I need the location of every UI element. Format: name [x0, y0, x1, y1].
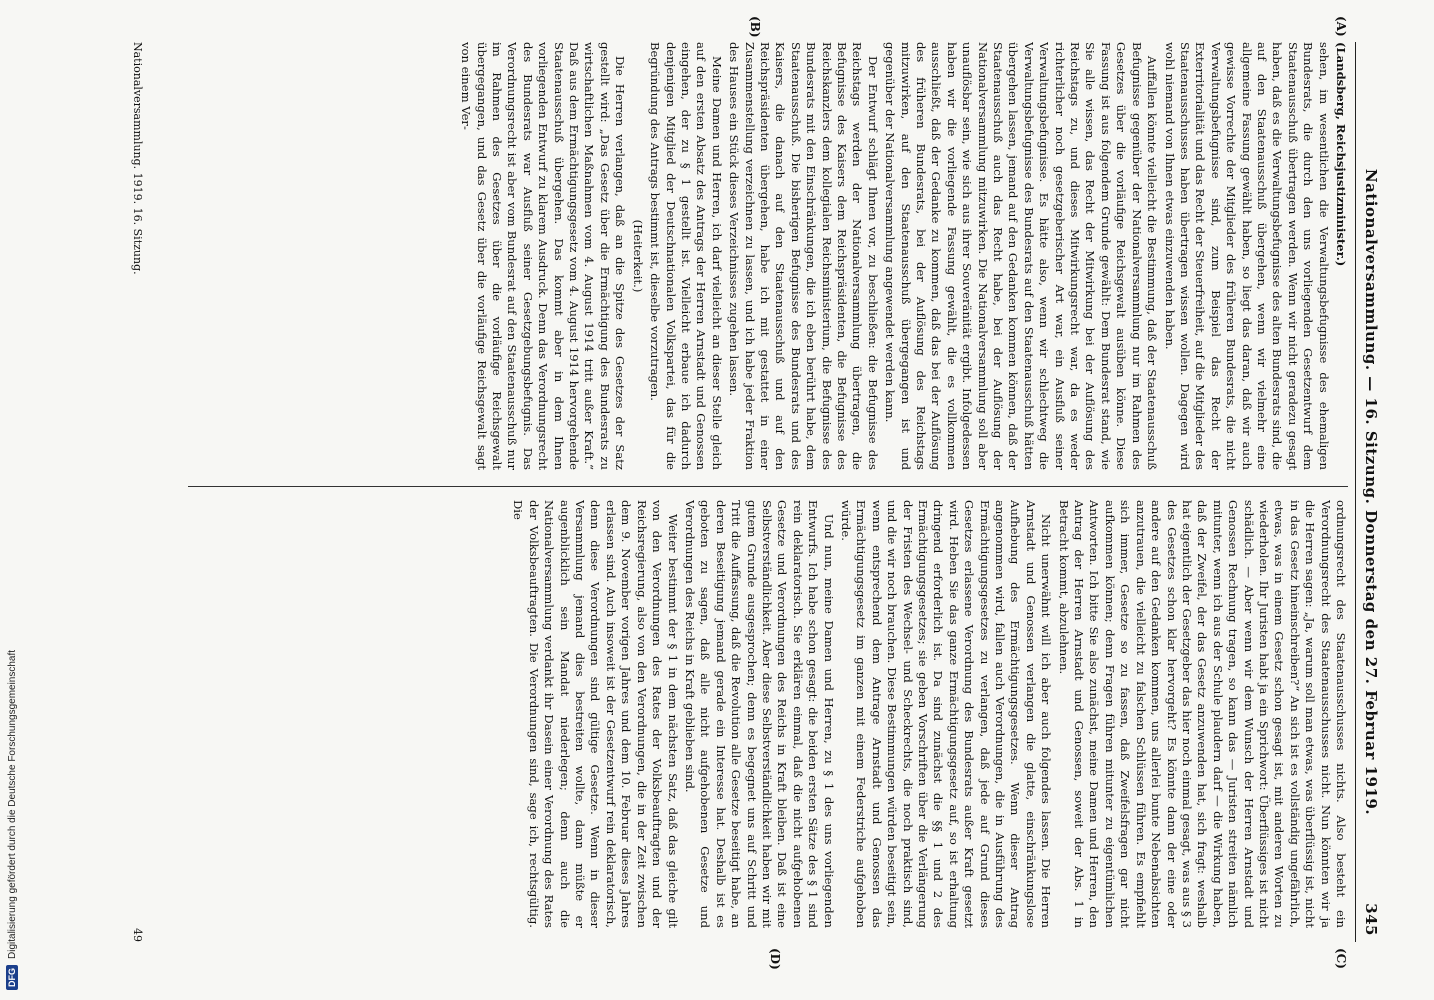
dfg-logo: DFG: [6, 965, 18, 990]
margin-mark-a: (A): [1334, 16, 1348, 37]
page-footer: [114, 42, 144, 942]
paragraph: Die Herren verlangen, daß an die Spitze des Gesetzes der Satz gestellt wird: „Das Gesetz über die Ermächtigung des Bundesrats zu wirtschaftlichen Maßnahmen vom 4. August 1914 tritt außer Kraft.“ Daß aus dem Ermächtigungsgesetz vom 4. August 1914 hervorgehende Staatenausschuß übergehen. Das kommt aber in dem Ihnen vorliegenden Entwurf zu klarem Ausdruck. Denn das Verordnungsrecht des Bundesrats war Ausfluß seiner Gesetzgebungsbefugnis. Das Verordnungsrecht ist aber vom Bundesrat auf den Staatenausschuß nur im Rahmen des Gesetzes über die vorläufige Reichsgewalt übergegangen, und das Gesetz über die vorläufige Reichsgewalt sagt von einem Ver-: [459, 42, 628, 470]
page-header: [1355, 42, 1382, 942]
page-number: 345: [1362, 903, 1380, 936]
rotated-page-content: [92, 16, 1382, 970]
page-title: Nationalversammlung. — 16. Sitzung. Donnerstag den 27. Februar 1919.: [1362, 168, 1380, 816]
footer-sheet-number: 49: [131, 928, 144, 942]
margin-mark-b: (B): [748, 16, 762, 38]
speaker-line: (Landsberg, Reichsjustizminister.): [1334, 42, 1348, 267]
margin-mark-d: (D): [768, 948, 782, 970]
digitization-note: [6, 650, 18, 990]
paragraph: Nicht unerwähnt will ich aber auch folgendes lassen. Die Herren Arnstadt und Genossen verlangen die glatte, einschränkungslose Aufhebung des Ermächtigungsgesetzes. Wenn dieser Antrag angenommen wird, fallen auch Verordnungen, die in Ausführung des Ermächtigungsgesetzes zu verlangen, daß jede auf Grund dieses Gesetzes erlassene Verordnung des Bundesrats außer Kraft gesetzt wird. Heben Sie das ganze Ermächtigungsgesetz auf, so ist erhaltung dringend erforderlich ist. Da sind zunächst die §§ 1 und 2 des Ermächtigungsgesetzes; sie geben Vorschriften über die Verlängerung der Fristen des Wechsel- und Scheckrechts, die noch praktisch sind, und die wir noch brauchen. Diese Bestimmungen würden beseitigt sein, wenn entsprechend dem Antrage Arnstadt und Genossen das Ermächtigungsgesetz im ganzen mit einem Federstriche aufgehoben würde.: [839, 500, 1054, 928]
paragraph: Auffallen könnte vielleicht die Bestimmung, daß der Staatenausschuß Befugnisse gegenüber der Nationalversammlung nur im Rahmen des Gesetzes über die vorläufige Reichsgewalt ausüben könne. Diese Fassung ist aus folgendem Grunde gewählt: Dem Bundesrat stand, wie Sie alle wissen, das Recht der Mitwirkung bei der Auflösung des Reichstags zu, und dieses Mitwirkungsrecht war, da es weder richterlicher noch gesetzgeberischer Art war, ein Ausfluß seiner Verwaltungsbefugnisse. Es hätte also, wenn wir schlechtweg die Verwaltungsbefugnisse des Bundesrats auf den Staatenausschuß hätten übergehen lassen, jemand auf den Gedanken kommen können, daß der Staatenausschuß auch das Recht habe, bei der Auflösung der Nationalversammlung mitzuwirken. Die Nationalversammlung soll aber unauflösbar sein, wie sich aus ihrer Souveränität ergibt. Infolgedessen haben wir die vorliegende Fassung gewählt, die es vollkommen ausschließt, daß der Gedanke zu kommen, daß das bei der Auflösung des früheren Bundesrats, bei der Auflösung des Reichstags mitzuwirken, auf den Staatenausschuß übergegangen ist und gegenüber der Nationalversammlung angewendet werden kann.: [883, 42, 1160, 470]
paragraph: ordnungsrecht des Staatenausschusses nichts. Also besteht ein Verordnungsrecht des Staatenausschusses nicht. Nun könnten wir ja die Herren sagen: „Ja, warum soll man etwas, was überflüssig ist, nicht in das Gesetz hineinschreiben?“ An sich ist es vollständig ungefährlich, etwas, was in einem Gesetz schon gesagt ist, mit anderen Worten zu wiederholen. Ihr Juristen habt ja ein Sprichwort: Überflüssiges ist nicht schädlich. — Aber wenn wir dem Wunsch der Herren Arnstadt und Genossen Rechnung tragen, so kann das — Juristen streiten nämlich mitunter, wenn ich aus der Schule plaudern darf — die Wirkung haben, daß der Zweifel, der das Gesetz anzuwenden hat, sich fragt: weshalb hat eigentlich der Gesetzgeber das hier noch einmal gesagt, was aus § 3 des Gesetzes schon klar hervorgeht? Es könnte dann der eine oder andere auf den Gedanken kommen, uns allerlei bunte Nebenabsichten anzutrauen, die vielleicht zu falschen Schlüssen führen. Es empfiehlt sich immer, Gesetze so zu fassen, daß Zweifelsfragen gar nicht aufkommen können; denn Fragen führen mitunter zu eigentümlichen Antworten. Ich bitte Sie also zunächst, meine Damen und Herren, den Antrag der Herren Arnstadt und Genossen, soweit der Abs. 1 in Betracht kommt, abzulehnen.: [1056, 500, 1348, 928]
paragraph: Und nun, meine Damen und Herren, zu § 1 des uns vorliegenden Entwurfs. Ich habe schon gesagt: die beiden ersten Sätze des § 1 sind rein deklaratorisch. Sie erklären einmal, daß die nicht aufgehobenen Gesetze und Verordnungen des Reichs in Kraft bleiben. Daß ist eine Selbstverständlichkeit. Aber diese Selbstverständlichkeit haben wir mit gutem Grunde ausgesprochen; denn es begegnet uns auf Schritt und Tritt die Auffassung, daß die Revolution alle Gesetze beseitigt habe, an deren Beseitigung jemand gerade ein Interesse hat. Deshalb ist es geboten zu sagen, daß alle nicht aufgehobenen Gesetze und Verordnungen des Reichs in Kraft geblieben sind.: [682, 500, 836, 928]
footer-signature: Nationalversammlung. 1919. 16. Sitzung.: [131, 42, 144, 275]
left-column: [168, 42, 1348, 470]
interjection: (Heiterkeit.): [630, 219, 645, 293]
paragraph: sehen, im wesentlichen die Verwaltungsbefugnisse des ehemaligen Bundesrats, die durch den uns vorliegenden Gesetzentwurf dem Staatenausschuß übertragen werden. Wenn wir nicht geradezu gesagt haben, daß es die Verwaltungsbefugnisse des alten Bundesrats sind, die auf den Staatenausschuß übergehen, wenn wir vielmehr eine allgemeine Fassung gewählt haben, so liegt das daran, daß wir auch gewisse Vorrechte der Mitglieder des früheren Bundesrats, die nicht Verwaltungsbefugnisse sind, zum Beispiel das Recht der Exterritorialität und das Recht der Steuerfreiheit, auf die Mitglieder des Staatenausschusses haben übertragen wissen wollen. Dagegen wird wohl niemand von Ihnen etwas einzuwenden haben.: [1162, 42, 1331, 470]
right-column: [168, 500, 1348, 928]
digitization-note-text: Digitalisierung gefördert durch die Deutsche Forschungsgemeinschaft: [7, 649, 18, 959]
margin-mark-c: (C): [1334, 948, 1348, 969]
paragraph: Weiter bestimmt der § 1 in dem nächsten Satz, daß das gleiche gilt von den Verordnungen des Rates der Volksbeauftragten und der Reichsregierung, also von den Verordnungen, die in der Zeit zwischen dem 9. November vorigen Jahres und dem 10. Februar dieses Jahres erlassen sind. Auch insoweit ist der Gesetzentwurf rein deklaratorisch, denn diese Verordnungen sind gültige Gesetze. Wenn in dieser Versammlung jemand dies bestreiten wollte, dann müßte er augenblicklich sein Mandat niederlegen; denn auch die Nationalversammlung verdankt ihr Dasein einer Verordnung des Rates der Volksbeauftragten. Die Verordnungen sind, sage ich, rechtsgültig. Die: [511, 500, 680, 928]
column-divider: [188, 486, 1348, 487]
paragraph: Meine Damen und Herren, ich darf vielleicht an dieser Stelle gleich auf den ersten Absatz des Antrags der Herren Arnstadt und Genossen eingehen, der zu § 1 gestellt ist. Vielleicht erbaue ich dadurch denjenigen Mitglied der Deutschnationalen Volkspartei, das für die Begründung des Antrags bestimmt ist, dieselbe vorzutragen.: [648, 42, 724, 470]
paragraph: Der Entwurf schlägt Ihnen vor, zu beschließen: die Befugnisse des Reichstags werden der Nationalversammlung übertragen, die Befugnisse des Kaisers dem Reichspräsidenten, die Befugnisse des Reichskanzlers dem kollegialen Reichsministerium, die Befugnisse des Bundesrats mit den Einschränkungen, die ich eben berührt habe, dem Staatenausschuß. Die bisherigen Befugnisse des Bundesrats und des Kaisers, die danach auf den Staatenausschuß und auf den Reichspräsidenten übergehen, habe ich mit gestattet in einer Zusammenstellung verzeichnen zu lassen, und ich habe jeder Fraktion des Hauses ein Stück dieses Verzeichnisses zugehen lassen.: [727, 42, 880, 470]
